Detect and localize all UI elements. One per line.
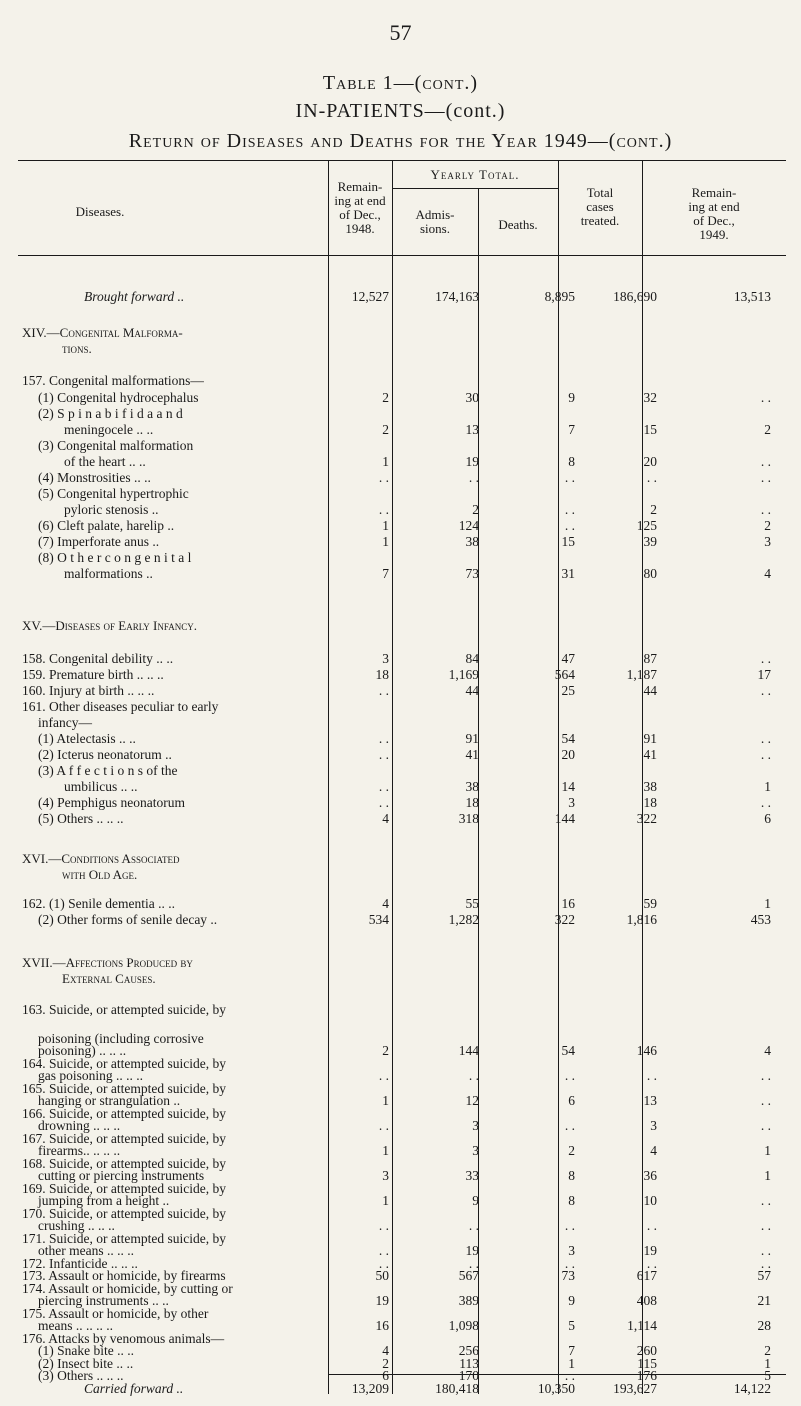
cell-remaining-1948: 18 — [375, 667, 389, 682]
cell-admissions: 12 — [465, 1093, 479, 1108]
table-row — [0, 852, 801, 866]
table-row — [0, 913, 801, 927]
row-label: 165. Suicide, or attempted suicide, by — [22, 1081, 226, 1096]
cell-total-cases: 87 — [643, 651, 657, 666]
row-label: (2) Insect bite .. .. — [38, 1356, 134, 1371]
cell-remaining-1949: . . — [760, 747, 771, 762]
row-label: XV.—Diseases of Early Infancy. — [22, 618, 197, 633]
cell-remaining-1948: 1 — [382, 1143, 389, 1158]
cell-admissions: . . — [468, 1218, 479, 1233]
row-label: 166. Suicide, or attempted suicide, by — [22, 1106, 226, 1121]
cell-remaining-1949: . . — [760, 1218, 771, 1233]
table-row — [0, 326, 801, 340]
cell-total-cases: 1,816 — [626, 912, 657, 927]
cell-deaths: 3 — [568, 795, 575, 810]
table-row — [0, 1382, 801, 1396]
row-label: (1) Atelectasis .. .. — [38, 731, 136, 746]
header-yearly-total: Yearly Total. — [430, 167, 520, 182]
cell-remaining-1948: . . — [378, 1218, 389, 1233]
table-row — [0, 684, 801, 698]
table-row — [0, 956, 801, 970]
cell-deaths: 1 — [568, 1356, 575, 1371]
cell-total-cases: 193,627 — [613, 1381, 657, 1396]
row-label: cutting or piercing instruments — [38, 1168, 205, 1183]
table-row — [0, 897, 801, 911]
cell-deaths: 2 — [568, 1143, 575, 1158]
cell-total-cases: 19 — [643, 1243, 657, 1258]
cell-admissions: 84 — [465, 651, 479, 666]
cell-deaths: . . — [564, 1218, 575, 1233]
cell-deaths: 6 — [568, 1093, 575, 1108]
table-row — [0, 652, 801, 666]
row-label: tions. — [62, 341, 92, 356]
cell-total-cases: 146 — [636, 1043, 657, 1058]
cell-admissions: 13 — [465, 422, 479, 437]
table-row — [0, 972, 801, 986]
cell-remaining-1949: . . — [760, 454, 771, 469]
cell-remaining-1948: 2 — [382, 1043, 389, 1058]
cell-remaining-1948: 2 — [382, 422, 389, 437]
table-row — [0, 868, 801, 882]
cell-remaining-1949: 453 — [750, 912, 771, 927]
row-label: (8) O t h e r c o n g e n i t a l — [38, 550, 192, 565]
table-row — [0, 700, 801, 714]
cell-admissions: 1,282 — [448, 912, 479, 927]
cell-total-cases: 4 — [650, 1143, 657, 1158]
cell-remaining-1948: 1 — [382, 518, 389, 533]
cell-remaining-1948: 4 — [382, 811, 389, 826]
cell-total-cases: 38 — [643, 779, 657, 794]
table-row — [0, 796, 801, 810]
cell-remaining-1948: 12,527 — [351, 289, 389, 304]
cell-remaining-1948: 16 — [375, 1318, 389, 1333]
cell-remaining-1949: 5 — [764, 1368, 771, 1383]
cell-deaths: . . — [564, 518, 575, 533]
cell-remaining-1949: 1 — [764, 896, 771, 911]
cell-remaining-1949: . . — [760, 683, 771, 698]
cell-deaths: 20 — [561, 747, 575, 762]
cell-remaining-1948: . . — [378, 747, 389, 762]
cell-admissions: 1,098 — [448, 1318, 479, 1333]
cell-remaining-1948: 6 — [382, 1368, 389, 1383]
cell-admissions: 44 — [465, 683, 479, 698]
cell-deaths: 15 — [561, 534, 575, 549]
table-row — [0, 780, 801, 794]
header-admissions: Admis- sions. — [415, 207, 455, 236]
header-bottom-rule — [18, 255, 786, 256]
table-row — [0, 567, 801, 581]
cell-total-cases: 41 — [643, 747, 657, 762]
cell-admissions: . . — [468, 1068, 479, 1083]
row-label: XVII.—Affections Produced by — [22, 955, 193, 970]
header-total-cases: Total cases treated. — [580, 185, 620, 228]
table-row — [0, 471, 801, 485]
row-label: 168. Suicide, or attempted suicide, by — [22, 1156, 226, 1171]
cell-admissions: 144 — [458, 1043, 479, 1058]
cell-deaths: 31 — [561, 566, 575, 581]
cell-total-cases: 36 — [643, 1168, 657, 1183]
table-row — [0, 439, 801, 453]
cell-remaining-1948: 4 — [382, 896, 389, 911]
row-label: XVI.—Conditions Associated — [22, 851, 180, 866]
row-label: (2) Other forms of senile decay .. — [38, 912, 218, 927]
cell-deaths: 54 — [561, 1043, 575, 1058]
cell-remaining-1948: 3 — [382, 651, 389, 666]
cell-deaths: 9 — [568, 390, 575, 405]
cell-remaining-1948: . . — [378, 470, 389, 485]
cell-admissions: 170 — [458, 1368, 479, 1383]
cell-total-cases: . . — [646, 470, 657, 485]
cell-total-cases: . . — [646, 1218, 657, 1233]
cell-admissions: 124 — [458, 518, 479, 533]
cell-admissions: 113 — [459, 1356, 479, 1371]
cell-deaths: . . — [564, 1118, 575, 1133]
cell-total-cases: 176 — [636, 1368, 657, 1383]
cell-admissions: 3 — [472, 1143, 479, 1158]
cell-remaining-1949: 1 — [764, 1356, 771, 1371]
table-row — [0, 535, 801, 549]
table-row — [0, 812, 801, 826]
table-row — [0, 1003, 801, 1017]
row-label: 167. Suicide, or attempted suicide, by — [22, 1131, 226, 1146]
row-label: Brought forward .. — [84, 289, 185, 304]
row-label: jumping from a height .. — [38, 1193, 170, 1208]
row-label: pyloric stenosis .. — [64, 502, 159, 517]
cell-remaining-1948: 50 — [375, 1268, 389, 1283]
row-label: (3) Others .. .. .. — [38, 1368, 124, 1383]
row-label: drowning .. .. .. — [38, 1118, 121, 1133]
row-label: of the heart .. .. — [64, 454, 146, 469]
cell-deaths: 8 — [568, 1168, 575, 1183]
cell-admissions: 33 — [465, 1168, 479, 1183]
cell-remaining-1948: 3 — [382, 1168, 389, 1183]
page-number: 57 — [389, 20, 412, 45]
cell-total-cases: 125 — [636, 518, 657, 533]
cell-admissions: 41 — [465, 747, 479, 762]
cell-total-cases: 44 — [643, 683, 657, 698]
cell-admissions: 180,418 — [435, 1381, 479, 1396]
row-label: piercing instruments .. .. — [38, 1293, 169, 1308]
cell-remaining-1948: 19 — [375, 1293, 389, 1308]
table-row — [0, 391, 801, 405]
header-deaths: Deaths. — [498, 217, 538, 232]
row-label: (5) Congenital hypertrophic — [38, 486, 189, 501]
cell-total-cases: 10 — [643, 1193, 657, 1208]
cell-total-cases: 3 — [650, 1118, 657, 1133]
cell-remaining-1949: . . — [760, 502, 771, 517]
row-label: 163. Suicide, or attempted suicide, by — [22, 1002, 226, 1017]
table-row — [0, 290, 801, 304]
cell-remaining-1948: 1 — [382, 1093, 389, 1108]
cell-deaths: 7 — [568, 422, 575, 437]
cell-deaths: 25 — [561, 683, 575, 698]
cell-total-cases: 13 — [643, 1093, 657, 1108]
row-label: (1) Snake bite .. .. — [38, 1343, 134, 1358]
table-row — [0, 748, 801, 762]
cell-remaining-1948: . . — [378, 779, 389, 794]
cell-deaths: 14 — [561, 779, 575, 794]
row-label: 174. Assault or homicide, by cutting or — [22, 1281, 233, 1296]
cell-remaining-1949: 2 — [764, 422, 771, 437]
header-remaining-1949: Remain- ing at end of Dec., 1949. — [688, 185, 740, 242]
cell-remaining-1948: . . — [378, 795, 389, 810]
cell-remaining-1949: . . — [760, 1256, 771, 1271]
cell-deaths: 322 — [554, 912, 575, 927]
cell-total-cases: 80 — [643, 566, 657, 581]
row-label: firearms.. .. .. .. — [38, 1143, 121, 1158]
cell-admissions: . . — [468, 470, 479, 485]
cell-remaining-1949: . . — [760, 1068, 771, 1083]
cell-admissions: 3 — [472, 1118, 479, 1133]
cell-deaths: . . — [564, 502, 575, 517]
cell-deaths: 5 — [568, 1318, 575, 1333]
cell-deaths: 9 — [568, 1293, 575, 1308]
cell-remaining-1948: . . — [378, 1256, 389, 1271]
cell-total-cases: 32 — [643, 390, 657, 405]
cell-total-cases: 2 — [650, 502, 657, 517]
cell-remaining-1949: 57 — [757, 1268, 771, 1283]
table-row — [0, 407, 801, 421]
row-label: poisoning (including corrosive — [38, 1031, 204, 1046]
cell-admissions: 30 — [465, 390, 479, 405]
row-label: 158. Congenital debility .. .. — [22, 651, 174, 666]
cell-deaths: 7 — [568, 1343, 575, 1358]
cell-total-cases: 91 — [643, 731, 657, 746]
row-label: (2) Icterus neonatorum .. — [38, 747, 172, 762]
row-label: means .. .. .. .. — [38, 1318, 113, 1333]
cell-remaining-1948: . . — [378, 1243, 389, 1258]
cell-admissions: 18 — [465, 795, 479, 810]
row-label: 157. Congenital malformations— — [22, 373, 204, 388]
cell-remaining-1948: . . — [378, 683, 389, 698]
cell-total-cases: 20 — [643, 454, 657, 469]
cell-admissions: . . — [468, 1256, 479, 1271]
cell-remaining-1949: . . — [760, 731, 771, 746]
cell-remaining-1949: 28 — [757, 1318, 771, 1333]
cell-total-cases: 408 — [636, 1293, 657, 1308]
cell-remaining-1949: . . — [760, 390, 771, 405]
cell-admissions: 91 — [465, 731, 479, 746]
table-top-rule — [18, 160, 786, 161]
cell-deaths: 16 — [561, 896, 575, 911]
cell-remaining-1949: 1 — [764, 779, 771, 794]
cell-remaining-1949: . . — [760, 651, 771, 666]
table-row — [0, 455, 801, 469]
cell-remaining-1949: 2 — [764, 518, 771, 533]
row-label: External Causes. — [62, 971, 156, 986]
cell-total-cases: 186,690 — [613, 289, 657, 304]
cell-admissions: 318 — [458, 811, 479, 826]
table-row — [0, 374, 801, 388]
table-row — [0, 716, 801, 730]
cell-admissions: 9 — [472, 1193, 479, 1208]
cell-remaining-1949: . . — [760, 1243, 771, 1258]
row-label: (3) A f f e c t i o n s of the — [38, 763, 178, 778]
cell-remaining-1949: 14,122 — [733, 1381, 771, 1396]
row-label: poisoning) .. .. .. — [38, 1043, 127, 1058]
cell-remaining-1949: 1 — [764, 1168, 771, 1183]
cell-total-cases: 322 — [636, 811, 657, 826]
cell-remaining-1949: 13,513 — [733, 289, 771, 304]
cell-admissions: 2 — [472, 502, 479, 517]
cell-deaths: 8,895 — [544, 289, 575, 304]
cell-remaining-1949: 6 — [764, 811, 771, 826]
cell-remaining-1949: . . — [760, 1118, 771, 1133]
row-label: with Old Age. — [62, 867, 138, 882]
table-row — [0, 668, 801, 682]
row-label: infancy— — [38, 715, 92, 730]
row-label: 171. Suicide, or attempted suicide, by — [22, 1231, 226, 1246]
row-label: (2) S p i n a b i f i d a a n d — [38, 406, 183, 421]
cell-remaining-1948: 2 — [382, 390, 389, 405]
row-label: 175. Assault or homicide, by other — [22, 1306, 209, 1321]
cell-admissions: 19 — [465, 1243, 479, 1258]
cell-remaining-1948: . . — [378, 502, 389, 517]
row-label: XIV.—Congenital Malforma- — [22, 325, 183, 340]
row-label: 170. Suicide, or attempted suicide, by — [22, 1206, 226, 1221]
table-title: Table 1—(cont.) — [322, 72, 479, 94]
table-row — [0, 342, 801, 356]
table-caption: Return of Diseases and Deaths for the Year 1949—(cont.) — [128, 130, 673, 152]
cell-remaining-1949: . . — [760, 470, 771, 485]
cell-remaining-1949: . . — [760, 795, 771, 810]
cell-remaining-1948: . . — [378, 731, 389, 746]
cell-total-cases: 617 — [636, 1268, 657, 1283]
cell-remaining-1948: 534 — [368, 912, 389, 927]
cell-deaths: . . — [564, 1256, 575, 1271]
cell-deaths: 8 — [568, 1193, 575, 1208]
row-label: other means .. .. .. — [38, 1243, 134, 1258]
cell-admissions: 38 — [465, 779, 479, 794]
cell-remaining-1949: 4 — [764, 566, 771, 581]
cell-deaths: . . — [564, 1368, 575, 1383]
cell-admissions: 19 — [465, 454, 479, 469]
cell-remaining-1949: 1 — [764, 1143, 771, 1158]
cell-remaining-1948: 7 — [382, 566, 389, 581]
row-label: (1) Congenital hydrocephalus — [38, 390, 199, 405]
cell-total-cases: 59 — [643, 896, 657, 911]
cell-total-cases: 1,187 — [626, 667, 657, 682]
row-label: 162. (1) Senile dementia .. .. — [22, 896, 175, 911]
row-label: malformations .. — [64, 566, 153, 581]
row-label: hanging or strangulation .. — [38, 1093, 181, 1108]
row-label: 161. Other diseases peculiar to early — [22, 699, 219, 714]
row-label: gas poisoning .. .. .. — [38, 1068, 144, 1083]
row-label: (4) Pemphigus neonatorum — [38, 795, 185, 810]
cell-total-cases: 1,114 — [627, 1318, 657, 1333]
cell-remaining-1949: . . — [760, 1093, 771, 1108]
table-row — [0, 551, 801, 565]
cell-admissions: 567 — [458, 1268, 479, 1283]
cell-total-cases: 260 — [636, 1343, 657, 1358]
row-label: 160. Injury at birth .. .. .. — [22, 683, 155, 698]
row-label: (4) Monstrosities .. .. — [38, 470, 151, 485]
cell-remaining-1948: 13,209 — [351, 1381, 389, 1396]
cell-admissions: 389 — [458, 1293, 479, 1308]
cell-deaths: 73 — [561, 1268, 575, 1283]
table-row — [0, 732, 801, 746]
row-label: meningocele .. .. — [64, 422, 154, 437]
row-label: umbilicus .. .. — [64, 779, 138, 794]
cell-total-cases: . . — [646, 1068, 657, 1083]
cell-total-cases: 115 — [637, 1356, 657, 1371]
row-label: 176. Attacks by venomous animals— — [22, 1331, 225, 1346]
cell-remaining-1949: 3 — [764, 534, 771, 549]
cell-deaths: 10,350 — [537, 1381, 575, 1396]
cell-deaths: . . — [564, 470, 575, 485]
cell-deaths: 54 — [561, 731, 575, 746]
cell-remaining-1949: 21 — [757, 1293, 771, 1308]
cell-remaining-1948: 4 — [382, 1343, 389, 1358]
cell-total-cases: . . — [646, 1256, 657, 1271]
cell-total-cases: 39 — [643, 534, 657, 549]
row-label: (3) Congenital malformation — [38, 438, 194, 453]
header-remaining-1948: Remain- ing at end of Dec., 1948. — [334, 179, 386, 236]
cell-remaining-1948: . . — [378, 1068, 389, 1083]
row-label: 172. Infanticide .. .. .. — [22, 1256, 138, 1271]
row-label: Carried forward .. — [84, 1381, 184, 1396]
cell-admissions: 38 — [465, 534, 479, 549]
cell-deaths: 8 — [568, 454, 575, 469]
cell-remaining-1949: . . — [760, 1193, 771, 1208]
cell-admissions: 55 — [465, 896, 479, 911]
cell-deaths: 47 — [561, 651, 575, 666]
cell-total-cases: 15 — [643, 422, 657, 437]
cell-remaining-1948: 1 — [382, 534, 389, 549]
cell-remaining-1948: 2 — [382, 1356, 389, 1371]
table-subtitle: IN-PATIENTS—(cont.) — [295, 100, 506, 122]
row-label: (5) Others .. .. .. — [38, 811, 124, 826]
cell-total-cases: 18 — [643, 795, 657, 810]
header-diseases: Diseases. — [75, 204, 125, 219]
cell-deaths: . . — [564, 1068, 575, 1083]
cell-admissions: 174,163 — [435, 289, 479, 304]
table-row — [0, 619, 801, 633]
cell-admissions: 1,169 — [448, 667, 479, 682]
yearly-total-rule — [392, 188, 558, 189]
cell-deaths: 144 — [554, 811, 575, 826]
table-row — [0, 423, 801, 437]
cell-admissions: 73 — [465, 566, 479, 581]
row-label: 173. Assault or homicide, by firearms — [22, 1268, 226, 1283]
row-label: 169. Suicide, or attempted suicide, by — [22, 1181, 226, 1196]
row-label: (6) Cleft palate, harelip .. — [38, 518, 175, 533]
cell-remaining-1948: 1 — [382, 454, 389, 469]
cell-remaining-1949: 17 — [757, 667, 771, 682]
cell-admissions: 256 — [458, 1343, 479, 1358]
cell-remaining-1949: 2 — [764, 1343, 771, 1358]
table-row — [0, 487, 801, 501]
cell-remaining-1948: . . — [378, 1118, 389, 1133]
cell-deaths: 564 — [554, 667, 575, 682]
row-label: crushing .. .. .. — [38, 1218, 115, 1233]
cell-deaths: 3 — [568, 1243, 575, 1258]
table-row — [0, 519, 801, 533]
row-label: (7) Imperforate anus .. — [38, 534, 160, 549]
cell-remaining-1948: 1 — [382, 1193, 389, 1208]
cell-remaining-1949: 4 — [764, 1043, 771, 1058]
row-label: 159. Premature birth .. .. .. — [22, 667, 164, 682]
table-row — [0, 764, 801, 778]
table-row — [0, 503, 801, 517]
row-label: 164. Suicide, or attempted suicide, by — [22, 1056, 226, 1071]
